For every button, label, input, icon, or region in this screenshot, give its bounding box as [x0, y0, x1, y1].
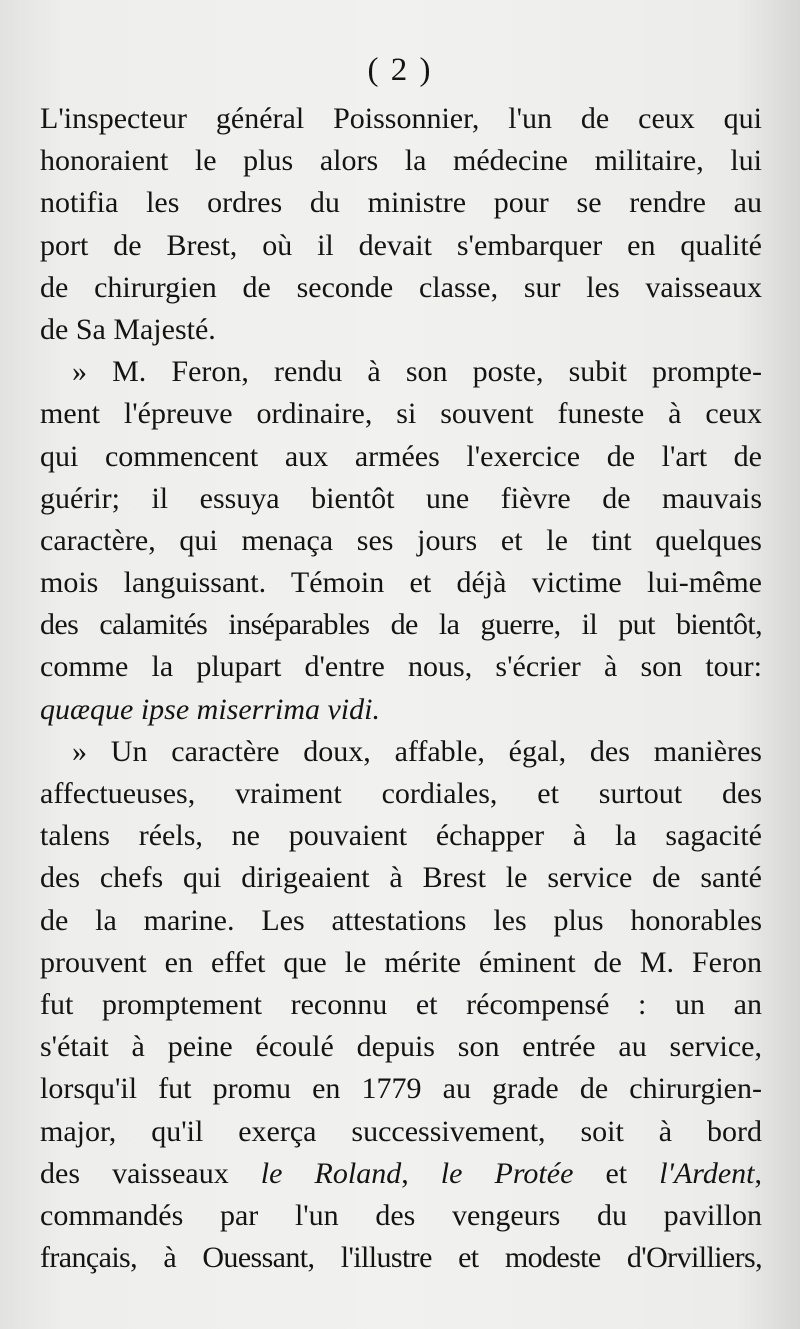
text-line: des chefs qui dirigeaient à Brest le service de santé: [40, 861, 762, 895]
line-segment: et: [573, 1156, 660, 1190]
text-line: des calamités inséparables de la guerre, il put bientôt,: [40, 608, 762, 642]
text-line: port de Brest, où il devait s'embarquer en qualité: [40, 228, 762, 262]
text-line: guérir; il essuya bientôt une fièvre de mauvais: [40, 481, 762, 515]
text-line: ment l'épreuve ordinaire, si souvent funeste à ceux: [40, 397, 762, 431]
line-segment: des vaisseaux: [40, 1156, 261, 1190]
text-line: mois languissant. Témoin et déjà victime lui-même: [40, 566, 762, 600]
text-line: qui commencent aux armées l'exercice de l'art de: [40, 439, 762, 473]
text-line: de la marine. Les attestations les plus honorables: [40, 903, 762, 937]
text-line: caractère, qui menaça ses jours et le tint quelques: [40, 523, 762, 557]
ship-name: l'Ardent: [659, 1156, 755, 1190]
text-line: s'était à peine écoulé depuis son entrée au service,: [40, 1030, 762, 1064]
line-segment: ,: [401, 1156, 441, 1190]
text-line-with-ship-names: [40, 1153, 762, 1195]
latin-quote: quæque ipse miserrima vidi.: [40, 692, 380, 726]
text-line: français, à Ouessant, l'illustre et modeste d'Orvilliers,: [40, 1241, 762, 1275]
text-line: notifia les ordres du ministre pour se rendre au: [40, 186, 762, 220]
text-line: affectueuses, vraiment cordiales, et surtout des: [40, 777, 762, 810]
text-line: major, qu'il exerça successivement, soit à bord: [40, 1114, 762, 1148]
text-line: honoraient le plus alors la médecine militaire, lui: [40, 144, 762, 178]
ship-name: le Roland: [260, 1156, 402, 1190]
text-line: talens réels, ne pouvaient échapper à la sagacité: [40, 819, 762, 853]
text-line: de chirurgien de seconde classe, sur les vaisseaux: [40, 270, 762, 304]
page-number: ( 2 ): [367, 52, 433, 88]
text-line: » Un caractère doux, affable, égal, des manières: [72, 734, 762, 768]
body-text: [40, 98, 762, 1279]
line-segment: ,: [754, 1156, 763, 1190]
text-line: L'inspecteur général Poissonnier, l'un de ceux qui: [40, 102, 762, 135]
text-line: commandés par l'un des vengeurs du pavillon: [40, 1198, 762, 1232]
text-line: fut promptement reconnu et récompensé : un an: [40, 987, 762, 1021]
text-line: de Sa Majesté.: [40, 312, 216, 346]
text-line: comme la plupart d'entre nous, s'écrier à son tour:: [40, 650, 762, 684]
text-line: lorsqu'il fut promu en 1779 au grade de chirurgien-: [40, 1072, 762, 1106]
text-line: » M. Feron, rendu à son poste, subit prompte-: [72, 355, 762, 389]
ship-name: le Protée: [440, 1156, 574, 1190]
text-line: prouvent en effet que le mérite éminent de M. Feron: [40, 945, 762, 979]
